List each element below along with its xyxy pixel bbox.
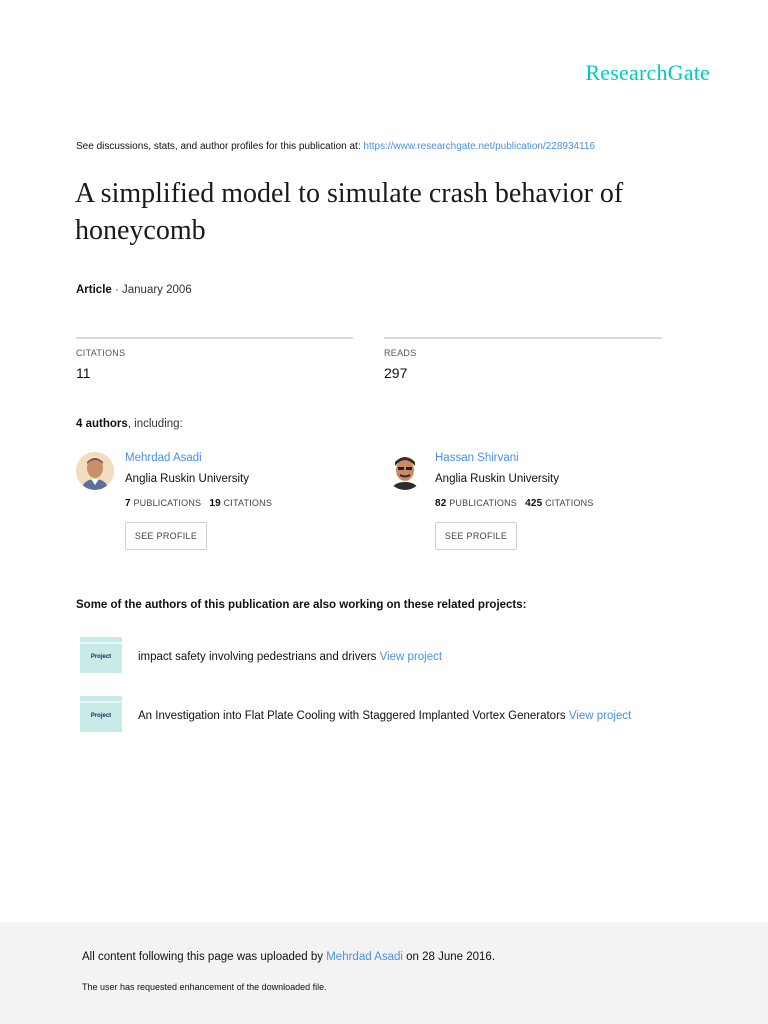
publication-url-link[interactable]: https://www.researchgate.net/publication/228934116 [363,141,596,152]
authors-header [76,418,183,430]
view-project-link[interactable]: View project [568,710,632,722]
upload-prefix: All content following this page was uploaded by [82,951,327,963]
project-item [80,696,720,732]
project-text [138,651,442,663]
reads-divider [384,337,662,339]
author-stats [435,498,594,509]
authors-count: 4 authors [76,418,128,430]
avatar[interactable] [76,452,114,490]
citations-count: 19 [209,498,221,509]
citations-count-label: CITATIONS [223,498,273,508]
project-icon-label: Project [90,654,112,660]
publications-count: 82 [435,498,447,509]
discussion-text: See discussions, stats, and author profiles for this publication at: [76,141,364,152]
citations-label: CITATIONS [76,348,126,358]
article-meta [76,284,192,296]
authors-suffix: , including: [127,418,183,430]
enhancement-note: The user has requested enhancement of the downloaded file. [82,982,327,992]
related-projects-header: Some of the authors of this publication are also working on these related projects: [76,599,527,611]
see-profile-button[interactable]: SEE PROFILE [435,522,517,550]
publications-count: 7 [125,498,131,509]
project-item [80,637,720,673]
upload-info [82,951,495,963]
citations-count: 425 [525,498,543,509]
author-name-link[interactable]: Hassan Shirvani [435,452,519,464]
view-project-link[interactable]: View project [379,651,443,663]
upload-suffix: on 28 June 2016. [402,951,496,963]
project-folder-icon [80,696,122,732]
upload-footer [0,922,768,1024]
reads-value: 297 [384,365,408,381]
project-title: An Investigation into Flat Plate Cooling with Staggered Implanted Vortex Generators [138,710,566,722]
publication-title: A simplified model to simulate crash behavior of honeycomb [75,178,624,246]
project-text [138,710,631,722]
project-folder-icon [80,637,122,673]
author-stats [125,498,272,509]
uploader-link[interactable]: Mehrdad Asadi [326,951,403,963]
publications-label: PUBLICATIONS [133,498,202,508]
citations-count-label: CITATIONS [545,498,594,508]
discussion-line [76,141,595,152]
avatar[interactable] [386,452,424,490]
publications-label: PUBLICATIONS [449,498,517,508]
author-name-link[interactable]: Mehrdad Asadi [125,452,202,464]
see-profile-button[interactable]: SEE PROFILE [125,522,207,550]
citations-value: 11 [76,365,91,381]
reads-label: READS [384,348,417,358]
article-date: · January 2006 [111,284,192,296]
article-type: Article [76,284,112,296]
author-affiliation: Anglia Ruskin University [125,473,249,485]
project-icon-label: Project [90,713,112,719]
researchgate-logo[interactable]: ResearchGate [585,60,710,85]
citations-divider [76,337,353,339]
author-affiliation: Anglia Ruskin University [435,473,559,485]
project-title: impact safety involving pedestrians and drivers [138,651,377,663]
